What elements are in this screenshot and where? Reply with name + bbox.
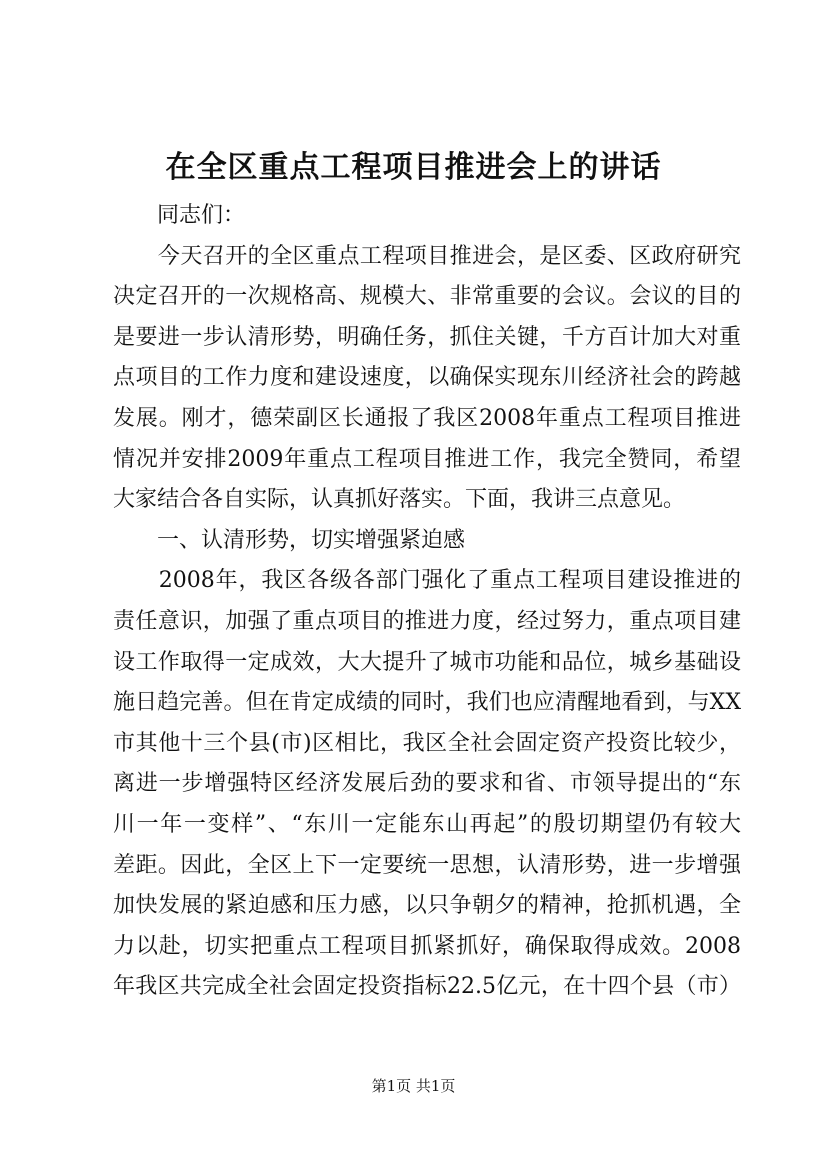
section-heading: 一、认清形势，切实增强紧迫感 bbox=[113, 527, 466, 553]
body-line: 点项目的工作力度和建设速度，以确保实现东川经济社会的跨越 bbox=[113, 365, 741, 391]
body-line: 差距。因此，全区上下一定要统一思想，认清形势，进一步增强 bbox=[113, 852, 741, 878]
body-line: 决定召开的一次规格高、规模大、非常重要的会议。会议的目的 bbox=[113, 284, 741, 310]
body-line: 施日趋完善。但在肯定成绩的同时，我们也应清醒地看到，与XX bbox=[113, 690, 741, 716]
body-line: 责任意识，加强了重点项目的推进力度，经过努力，重点项目建 bbox=[113, 608, 741, 634]
body-line: 加快发展的紧迫感和压力感，以只争朝夕的精神，抢抓机遇，全 bbox=[113, 893, 741, 919]
body-line: 同志们： bbox=[113, 203, 246, 228]
document-body bbox=[113, 196, 741, 1008]
body-line: 情况并安排2009年重点工程项目推进工作，我完全赞同，希望 bbox=[113, 446, 741, 472]
body-line: 市其他十三个县(市)区相比，我区全社会固定资产投资比较少， bbox=[113, 730, 741, 756]
body-line: 川一年一变样”、“东川一定能东山再起”的殷切期望仍有较大 bbox=[113, 811, 741, 837]
body-line: 大家结合各自实际，认真抓好落实。下面，我讲三点意见。 bbox=[113, 487, 686, 513]
body-line: 设工作取得一定成效，大大提升了城市功能和品位，城乡基础设 bbox=[113, 649, 741, 675]
body-line: 发展。刚才，德荣副区长通报了我区2008年重点工程项目推进 bbox=[113, 405, 741, 431]
body-line: 是要进一步认清形势，明确任务，抓住关键，千方百计加大对重 bbox=[113, 324, 741, 350]
body-line: 力以赴，切实把重点工程项目抓紧抓好，确保取得成效。2008 bbox=[113, 933, 741, 959]
page-footer: 第1页 共1页 bbox=[371, 1077, 456, 1095]
body-line: 2008年，我区各级各部门强化了重点工程项目建设推进的 bbox=[113, 568, 741, 594]
body-line: 年我区共完成全社会固定投资指标22.5亿元，在十四个县（市） bbox=[113, 974, 741, 1000]
document-title: 在全区重点工程项目推进会上的讲话 bbox=[165, 150, 662, 185]
body-line: 今天召开的全区重点工程项目推进会，是区委、区政府研究 bbox=[113, 243, 741, 269]
body-line: 离进一步增强特区经济发展后劲的要求和省、市领导提出的“东 bbox=[113, 771, 741, 797]
